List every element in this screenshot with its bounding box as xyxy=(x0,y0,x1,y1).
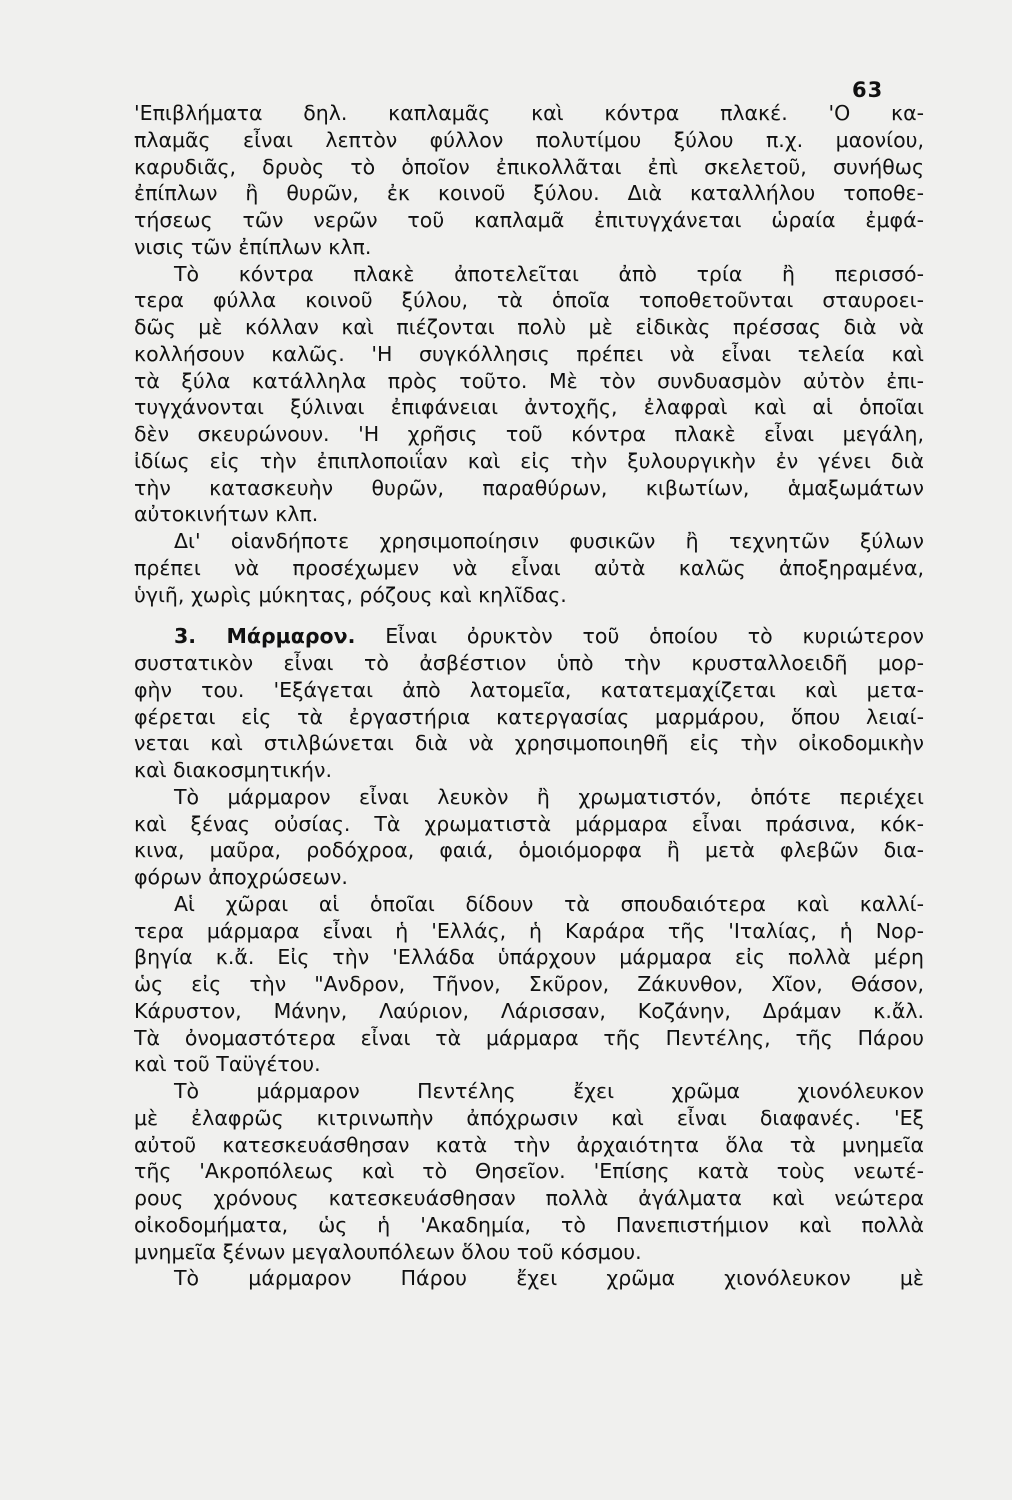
text-line: καὶ διακοσμητικήν. xyxy=(134,758,333,782)
section-heading: 3. Μάρμαρον. xyxy=(174,624,356,649)
text-line: Κάρυστον, Μάνην, Λαύριον, Λάρισσαν, Κοζάνην, Δράμαν κ.ἄλ. xyxy=(134,998,924,1023)
text-line: νισις τῶν ἐπίπλων κλπ. xyxy=(134,234,372,259)
text-line: δὲν σκευρώνουν. 'Η χρῆσις τοῦ κόντρα πλακὲ εἶναι μεγάλη, xyxy=(134,422,924,446)
page-number: 63 xyxy=(852,78,884,102)
text-line: τερα μάρμαρα εἶναι ἡ 'Ελλάς, ἡ Καράρα τῆς 'Ιταλίας, ἡ Νορ- xyxy=(134,918,924,943)
section-heading-text: Εἶναι ὀρυκτὸν τοῦ ὁποίου τὸ κυριώτερον xyxy=(355,624,924,649)
text-line: καὶ τοῦ Ταϋγέτου. xyxy=(134,1052,321,1077)
page-text xyxy=(134,100,924,1292)
text-line: ἰδίως εἰς τὴν ἐπιπλοποιΐαν καὶ εἰς τὴν ξυλουργικὴν ἐν γένει διὰ xyxy=(134,448,924,473)
text-line: νεται καὶ στιλβώνεται διὰ νὰ χρησιμοποιηθῆ εἰς τὴν οἰκοδομικὴν xyxy=(134,731,924,756)
text-line: καὶ ξένας οὐσίας. Τὰ χρωματιστὰ μάρμαρα εἶναι πράσινα, κόκ- xyxy=(134,811,924,836)
text-line: αὐτοκινήτων κλπ. xyxy=(134,502,319,527)
text-line: Τὸ μάρμαρον Πάρου ἔχει χρῶμα χιονόλευκον μὲ xyxy=(174,1266,924,1291)
text-line: ἐπίπλων ἢ θυρῶν, ἐκ κοινοῦ ξύλου. Διὰ καταλλήλου τοποθε- xyxy=(134,181,924,206)
text-line: Δι' οἱανδήποτε χρησιμοποίησιν φυσικῶν ἢ τεχνητῶν ξύλων xyxy=(174,529,924,553)
text-line: τερα φύλλα κοινοῦ ξύλου, τὰ ὁποῖα τοποθετοῦνται σταυροει- xyxy=(134,288,924,313)
text-line: μὲ ἐλαφρῶς κιτρινωπὴν ἀπόχρωσιν καὶ εἶναι διαφανές. 'Εξ xyxy=(134,1105,924,1130)
text-line: φέρεται εἰς τὰ ἐργαστήρια κατεργασίας μαρμάρου, ὅπου λειαί- xyxy=(134,704,924,729)
text-line: φόρων ἀποχρώσεων. xyxy=(134,865,348,889)
section-gap xyxy=(134,608,924,623)
section-heading-line xyxy=(134,623,924,650)
text-line: καρυδιᾶς, δρυὸς τὸ ὁποῖον ἐπικολλᾶται ἐπὶ σκελετοῦ, συνήθως xyxy=(134,154,924,179)
text-line: βηγία κ.ἄ. Εἰς τὴν 'Ελλάδα ὑπάρχουν μάρμαρα εἰς πολλὰ μέρη xyxy=(134,945,924,970)
text-line: Τὸ μάρμαρον εἶναι λευκὸν ἢ χρωματιστόν, ὁπότε περιέχει xyxy=(174,784,924,809)
text-line: τήσεως τῶν νερῶν τοῦ καπλαμᾶ ἐπιτυγχάνεται ὡραία ἐμφά- xyxy=(134,208,924,232)
text-line: τυγχάνονται ξύλιναι ἐπιφάνειαι ἀντοχῆς, ἐλαφραὶ καὶ αἱ ὁποῖαι xyxy=(134,395,924,420)
text-line: κολλήσουν καλῶς. 'Η συγκόλλησις πρέπει νὰ εἶναι τελεία καὶ xyxy=(134,341,924,366)
text-line: Τὸ μάρμαρον Πεντέλης ἔχει χρῶμα χιονόλευκον xyxy=(174,1079,924,1103)
text-line: 'Επιβλήματα δηλ. καπλαμᾶς καὶ κόντρα πλακέ. 'Ο κα- xyxy=(134,101,924,125)
text-line: συστατικὸν εἶναι τὸ ἀσβέστιον ὑπὸ τὴν κρυσταλλοειδῆ μορ- xyxy=(134,651,924,675)
text-line: τῆς 'Ακροπόλεως καὶ τὸ Θησεῖον. 'Επίσης κατὰ τοὺς νεωτέ- xyxy=(134,1159,924,1184)
text-line: ὑγιῆ, χωρὶς μύκητας, ρόζους καὶ κηλῖδας. xyxy=(134,582,567,607)
text-line: ὡς εἰς τὴν "Ανδρον, Τῆνον, Σκῦρον, Ζάκυνθον, Χῖον, Θάσον, xyxy=(134,972,924,996)
text-line: τὴν κατασκευὴν θυρῶν, παραθύρων, κιβωτίων, ἁμαξωμάτων xyxy=(134,475,924,500)
text-line: μνημεῖα ξένων μεγαλουπόλεων ὅλου τοῦ κόσμου. xyxy=(134,1239,642,1264)
text-line: πλαμᾶς εἶναι λεπτὸν φύλλον πολυτίμου ξύλου π.χ. μαονίου, xyxy=(134,127,924,152)
text-line: οἰκοδομήματα, ὡς ἡ 'Ακαδημία, τὸ Πανεπιστήμιον καὶ πολλὰ xyxy=(134,1212,924,1237)
text-line: πρέπει νὰ προσέχωμεν νὰ εἶναι αὐτὰ καλῶς ἀποξηραμένα, xyxy=(134,555,924,580)
text-line: ρους χρόνους κατεσκευάσθησαν πολλὰ ἀγάλματα καὶ νεώτερα xyxy=(134,1186,924,1210)
text-line: τὰ ξύλα κατάλληλα πρὸς τοῦτο. Μὲ τὸν συνδυασμὸν αὐτὸν ἐπι- xyxy=(134,368,924,393)
text-line: κινα, μαῦρα, ροδόχροα, φαιά, ὁμοιόμορφα ἢ μετὰ φλεβῶν δια- xyxy=(134,838,924,863)
text-line: δῶς μὲ κόλλαν καὶ πιέζονται πολὺ μὲ εἰδικὰς πρέσσας διὰ νὰ xyxy=(134,315,924,339)
text-line: φὴν του. 'Εξάγεται ἀπὸ λατομεῖα, κατατεμαχίζεται καὶ μετα- xyxy=(134,677,924,702)
text-line: αὐτοῦ κατεσκευάσθησαν κατὰ τὴν ἀρχαιότητα ὅλα τὰ μνημεῖα xyxy=(134,1132,924,1157)
text-line: Τὰ ὀνομαστότερα εἶναι τὰ μάρμαρα τῆς Πεντέλης, τῆς Πάρου xyxy=(134,1025,924,1050)
text-line: Τὸ κόντρα πλακὲ ἀποτελεῖται ἀπὸ τρία ἢ περισσό- xyxy=(174,261,924,286)
text-line: Αἱ χῶραι αἱ ὁποῖαι δίδουν τὰ σπουδαιότερα καὶ καλλί- xyxy=(174,891,924,916)
